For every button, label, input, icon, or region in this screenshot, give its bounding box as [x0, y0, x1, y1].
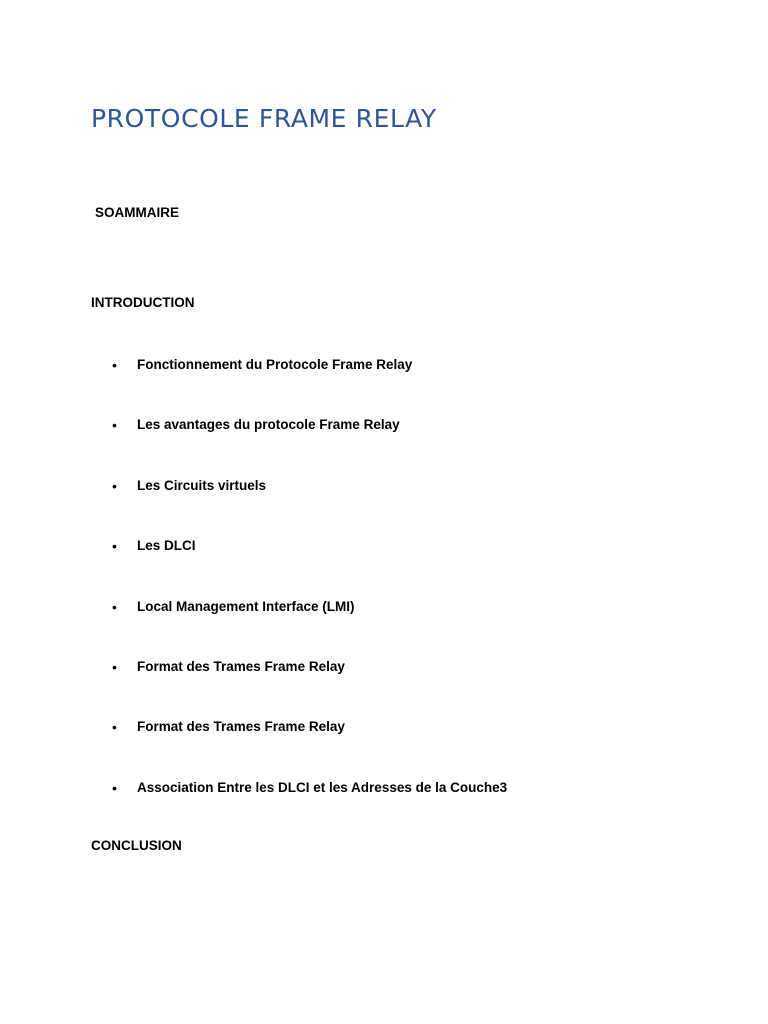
introduction-heading: INTRODUCTION [91, 295, 195, 310]
document-title: PROTOCOLE FRAME RELAY [91, 104, 437, 133]
bullet-icon: • [112, 357, 117, 373]
bullet-icon: • [112, 780, 117, 796]
list-item [0, 476, 760, 496]
summary-heading: SOAMMAIRE [95, 205, 179, 220]
list-item [0, 355, 760, 375]
list-item-text: Fonctionnement du Protocole Frame Relay [137, 357, 413, 372]
list-item-text: Les avantages du protocole Frame Relay [137, 417, 400, 432]
bullet-icon: • [112, 599, 117, 615]
list-item-text: Local Management Interface (LMI) [137, 599, 355, 614]
list-item [0, 597, 760, 617]
list-item [0, 536, 760, 556]
list-item [0, 778, 760, 798]
list-item [0, 717, 760, 737]
list-item [0, 657, 760, 677]
conclusion-heading: CONCLUSION [91, 838, 182, 853]
list-item-text: Association Entre les DLCI et les Adresses de la Couche3 [137, 780, 508, 795]
bullet-icon: • [112, 538, 117, 554]
list-item [0, 415, 760, 435]
list-item-text: Format des Trames Frame Relay [137, 659, 345, 674]
list-item-text: Les DLCI [137, 538, 196, 553]
bullet-icon: • [112, 719, 117, 735]
bullet-icon: • [112, 417, 117, 433]
list-item-text: Format des Trames Frame Relay [137, 719, 345, 734]
bullet-icon: • [112, 659, 117, 675]
bullet-icon: • [112, 478, 117, 494]
list-item-text: Les Circuits virtuels [137, 478, 267, 493]
